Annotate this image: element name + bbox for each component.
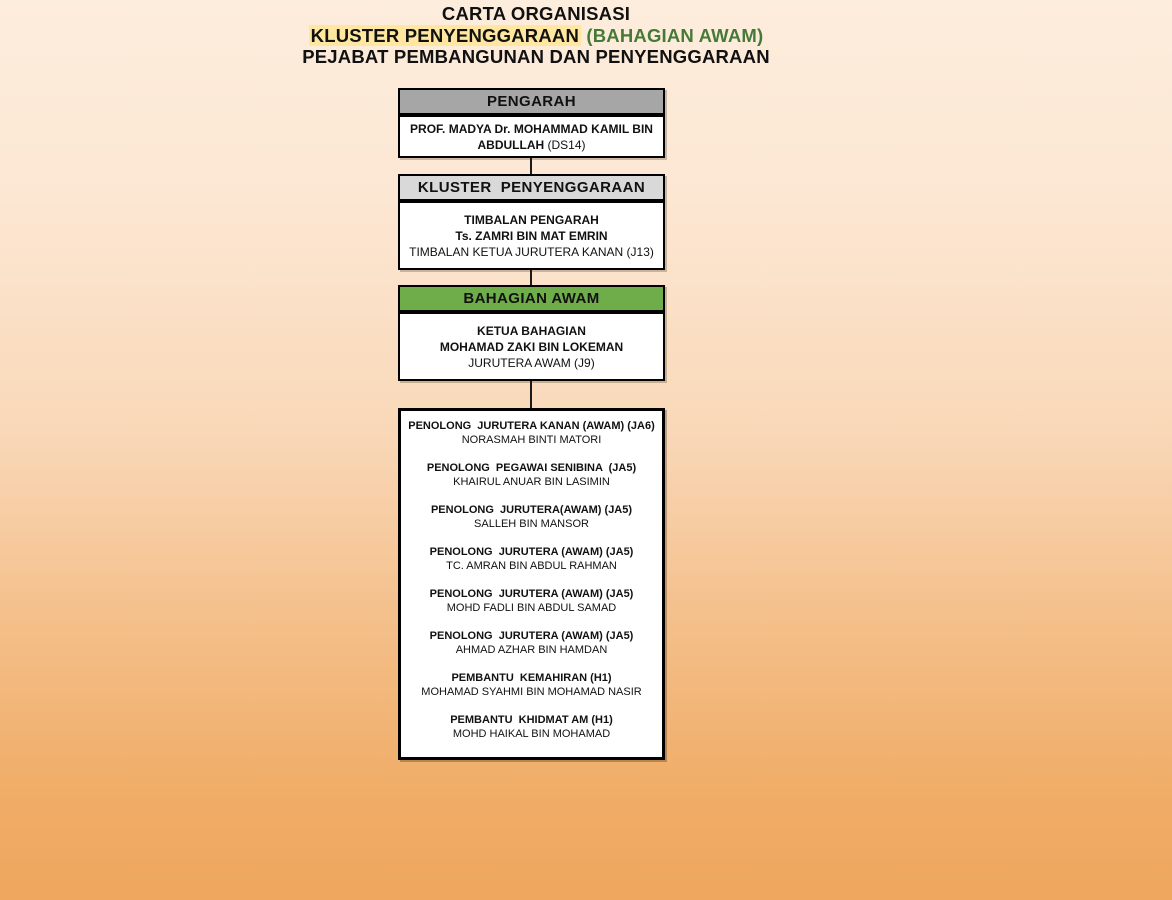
staff-position: PENOLONG JURUTERA (AWAM) (JA5) [429, 630, 634, 642]
pengarah-name [406, 121, 657, 153]
title-line-1: CARTA ORGANISASI [441, 3, 631, 24]
title-highlighted-text: KLUSTER PENYENGGARAAN [310, 24, 579, 46]
kluster-header: KLUSTER PENYENGGARAAN [398, 174, 665, 201]
staff-entry [401, 545, 662, 573]
staff-name: SALLEH BIN MANSOR [474, 518, 589, 530]
staff-entry [401, 671, 662, 699]
staff-name: TC. AMRAN BIN ABDUL RAHMAN [446, 560, 617, 572]
staff-entry [401, 587, 662, 615]
kluster-role: TIMBALAN PENGARAH [464, 212, 599, 227]
kluster-grade: TIMBALAN KETUA JURUTERA KANAN (J13) [409, 244, 654, 259]
pengarah-name-bold: PROF. MADYA Dr. MOHAMMAD KAMIL BIN ABDULLAH [410, 121, 656, 152]
chart-title-block [0, 3, 1072, 68]
bahagian-grade: JURUTERA AWAM (J9) [468, 355, 595, 370]
connector-pengarah-kluster [530, 158, 532, 174]
bahagian-box [398, 312, 665, 381]
staff-name: AHMAD AZHAR BIN HAMDAN [455, 644, 608, 656]
pengarah-grade: (DS14) [544, 137, 586, 152]
title-line-2 [0, 25, 1072, 47]
staff-name: KHAIRUL ANUAR BIN LASIMIN [453, 476, 610, 488]
staff-position: PEMBANTU KHIDMAT AM (H1) [450, 714, 613, 726]
kluster-name: Ts. ZAMRI BIN MAT EMRIN [455, 228, 608, 243]
staff-position: PENOLONG PEGAWAI SENIBINA (JA5) [426, 462, 637, 474]
staff-position: PEMBANTU KEMAHIRAN (H1) [451, 672, 612, 684]
title-green-text: (BAHAGIAN AWAM) [581, 24, 764, 46]
bahagian-name: MOHAMAD ZAKI BIN LOKEMAN [439, 339, 624, 354]
kluster-box [398, 201, 665, 270]
staff-entry [401, 629, 662, 657]
bahagian-header: BAHAGIAN AWAM [398, 285, 665, 312]
bahagian-role: KETUA BAHAGIAN [477, 323, 586, 338]
staff-position: PENOLONG JURUTERA (AWAM) (JA5) [429, 588, 634, 600]
pengarah-header: PENGARAH [398, 88, 665, 115]
staff-position: PENOLONG JURUTERA KANAN (AWAM) (JA6) [408, 420, 655, 432]
staff-name: MOHD HAIKAL BIN MOHAMAD [452, 728, 611, 740]
title-line-3: PEJABAT PEMBANGUNAN DAN PENYENGGARAAN [302, 46, 770, 67]
staff-name: MOHAMAD SYAHMI BIN MOHAMAD NASIR [421, 686, 642, 698]
staff-position: PENOLONG JURUTERA(AWAM) (JA5) [430, 504, 633, 516]
staff-entry [401, 713, 662, 741]
staff-entry [401, 461, 662, 489]
pengarah-box [398, 115, 665, 158]
staff-position: PENOLONG JURUTERA (AWAM) (JA5) [429, 546, 634, 558]
staff-list-box [398, 408, 665, 760]
staff-entry [401, 503, 662, 531]
staff-name: NORASMAH BINTI MATORI [461, 434, 602, 446]
connector-kluster-bahagian [530, 270, 532, 285]
staff-name: MOHD FADLI BIN ABDUL SAMAD [446, 602, 617, 614]
staff-entry [401, 419, 662, 447]
connector-bahagian-staff [530, 381, 532, 408]
